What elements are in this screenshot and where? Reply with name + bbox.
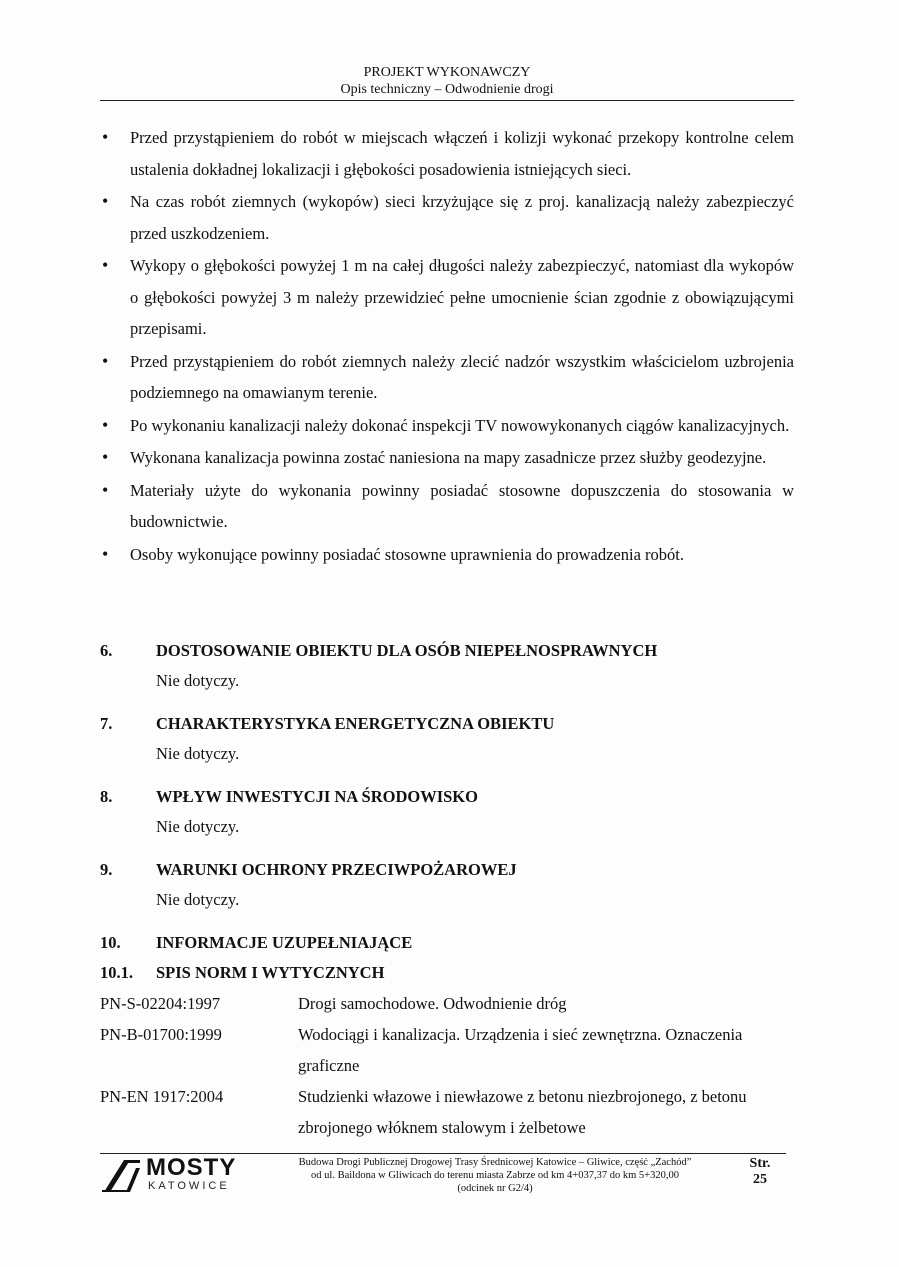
section-heading xyxy=(100,928,794,958)
section-title: WPŁYW INWESTYCJI NA ŚRODOWISKO xyxy=(156,787,478,806)
header-subtitle: Opis techniczny – Odwodnienie drogi xyxy=(340,82,554,97)
footer-line: od ul. Baildona w Gliwicach do terenu miasta Zabrze od km 4+037,37 do km 5+320,00 xyxy=(311,1170,679,1181)
section-title: DOSTOSOWANIE OBIEKTU DLA OSÓB NIEPEŁNOSPRAWNYCH xyxy=(156,641,658,660)
section-body: Nie dotyczy. xyxy=(156,890,240,909)
bullet-item: • Osoby wykonujące powinny posiadać stosowne uprawnienia do prowadzenia robót. xyxy=(100,539,794,571)
logo-sub-text: KATOWICE xyxy=(148,1180,230,1192)
section-body: Nie dotyczy. xyxy=(156,744,240,763)
bullet-item: • Materiały użyte do wykonania powinny posiadać stosowne dopuszczenia do stosowania w budownictwie. xyxy=(100,475,794,538)
company-logo xyxy=(100,1156,250,1198)
section-number: 8. xyxy=(100,787,113,806)
page-number: 25 xyxy=(753,1172,767,1187)
subsection-heading xyxy=(100,958,794,988)
norms-list xyxy=(100,988,794,1143)
section-body: Nie dotyczy. xyxy=(156,817,240,836)
section-10 xyxy=(100,928,794,1143)
section-6 xyxy=(100,636,794,696)
norm-row xyxy=(100,988,794,1019)
header-divider xyxy=(100,100,794,101)
section-heading xyxy=(100,782,794,812)
norm-row xyxy=(100,1019,794,1081)
header-title: PROJEKT WYKONAWCZY xyxy=(363,65,531,80)
sections xyxy=(100,636,794,1143)
footer-line: Budowa Drogi Publicznej Drogowej Trasy Średnicowej Katowice – Gliwice, część „Zachód” xyxy=(298,1157,692,1168)
norm-code: PN-B-01700:1999 xyxy=(100,1025,222,1044)
bullet-list xyxy=(100,122,794,571)
section-title: WARUNKI OCHRONY PRZECIWPOŻAROWEJ xyxy=(156,860,517,879)
bullet-item: • Wykopy o głębokości powyżej 1 m na całej długości należy zabezpieczyć, natomiast dla wykopów o głębokości powyżej 3 m należy przewidzieć pełne umocnienie ścian zgodnie z obowiązującymi przepisami. xyxy=(100,250,794,345)
norm-code: PN-EN 1917:2004 xyxy=(100,1087,224,1106)
section-heading xyxy=(100,709,794,739)
logo-mark-icon xyxy=(102,1158,142,1194)
section-number: 10. xyxy=(100,933,121,952)
norm-description: Wodociągi i kanalizacja. Urządzenia i sieć zewnętrzna. Oznaczenia graficzne xyxy=(298,1025,743,1075)
footer-project-info xyxy=(262,1156,728,1195)
bullet-item: • Po wykonaniu kanalizacji należy dokonać inspekcji TV nowowykonanych ciągów kanalizacyjnych. xyxy=(100,410,794,442)
page-label: Str. xyxy=(749,1156,771,1171)
section-body: Nie dotyczy. xyxy=(156,671,240,690)
bullet-item: • Przed przystąpieniem do robót ziemnych należy zlecić nadzór wszystkim właścicielom uzbrojenia podziemnego na omawianym terenie. xyxy=(100,346,794,409)
section-number: 9. xyxy=(100,860,113,879)
bullet-item: • Na czas robót ziemnych (wykopów) sieci krzyżujące się z proj. kanalizacją należy zabezpieczyć przed uszkodzeniem. xyxy=(100,186,794,249)
norm-row xyxy=(100,1081,794,1143)
norm-code: PN-S-02204:1997 xyxy=(100,994,221,1013)
subsection-number: 10.1. xyxy=(100,963,133,982)
section-title: CHARAKTERYSTYKA ENERGETYCZNA OBIEKTU xyxy=(156,714,555,733)
section-heading xyxy=(100,855,794,885)
section-7 xyxy=(100,709,794,769)
page-number-block xyxy=(740,1156,780,1188)
section-heading xyxy=(100,636,794,666)
subsection-title: SPIS NORM I WYTYCZNYCH xyxy=(156,963,385,982)
section-number: 7. xyxy=(100,714,113,733)
norm-description: Drogi samochodowe. Odwodnienie dróg xyxy=(298,994,567,1013)
section-number: 6. xyxy=(100,641,113,660)
bullet-item: • Wykonana kanalizacja powinna zostać naniesiona na mapy zasadnicze przez służby geodezyjne. xyxy=(100,442,794,474)
norm-description: Studzienki włazowe i niewłazowe z betonu niezbrojonego, z betonu zbrojonego włóknem stalowym i żelbetowe xyxy=(298,1087,747,1137)
footer-line: (odcinek nr G2/4) xyxy=(457,1183,533,1194)
logo-main-text: MOSTY xyxy=(146,1154,237,1181)
page-header xyxy=(100,64,794,98)
bullet-item: • Przed przystąpieniem do robót w miejscach włączeń i kolizji wykonać przekopy kontrolne celem ustalenia dokładnej lokalizacji i głębokości posadowienia istniejących sieci. xyxy=(100,122,794,185)
section-8 xyxy=(100,782,794,842)
section-title: INFORMACJE UZUPEŁNIAJĄCE xyxy=(156,933,413,952)
section-9 xyxy=(100,855,794,915)
